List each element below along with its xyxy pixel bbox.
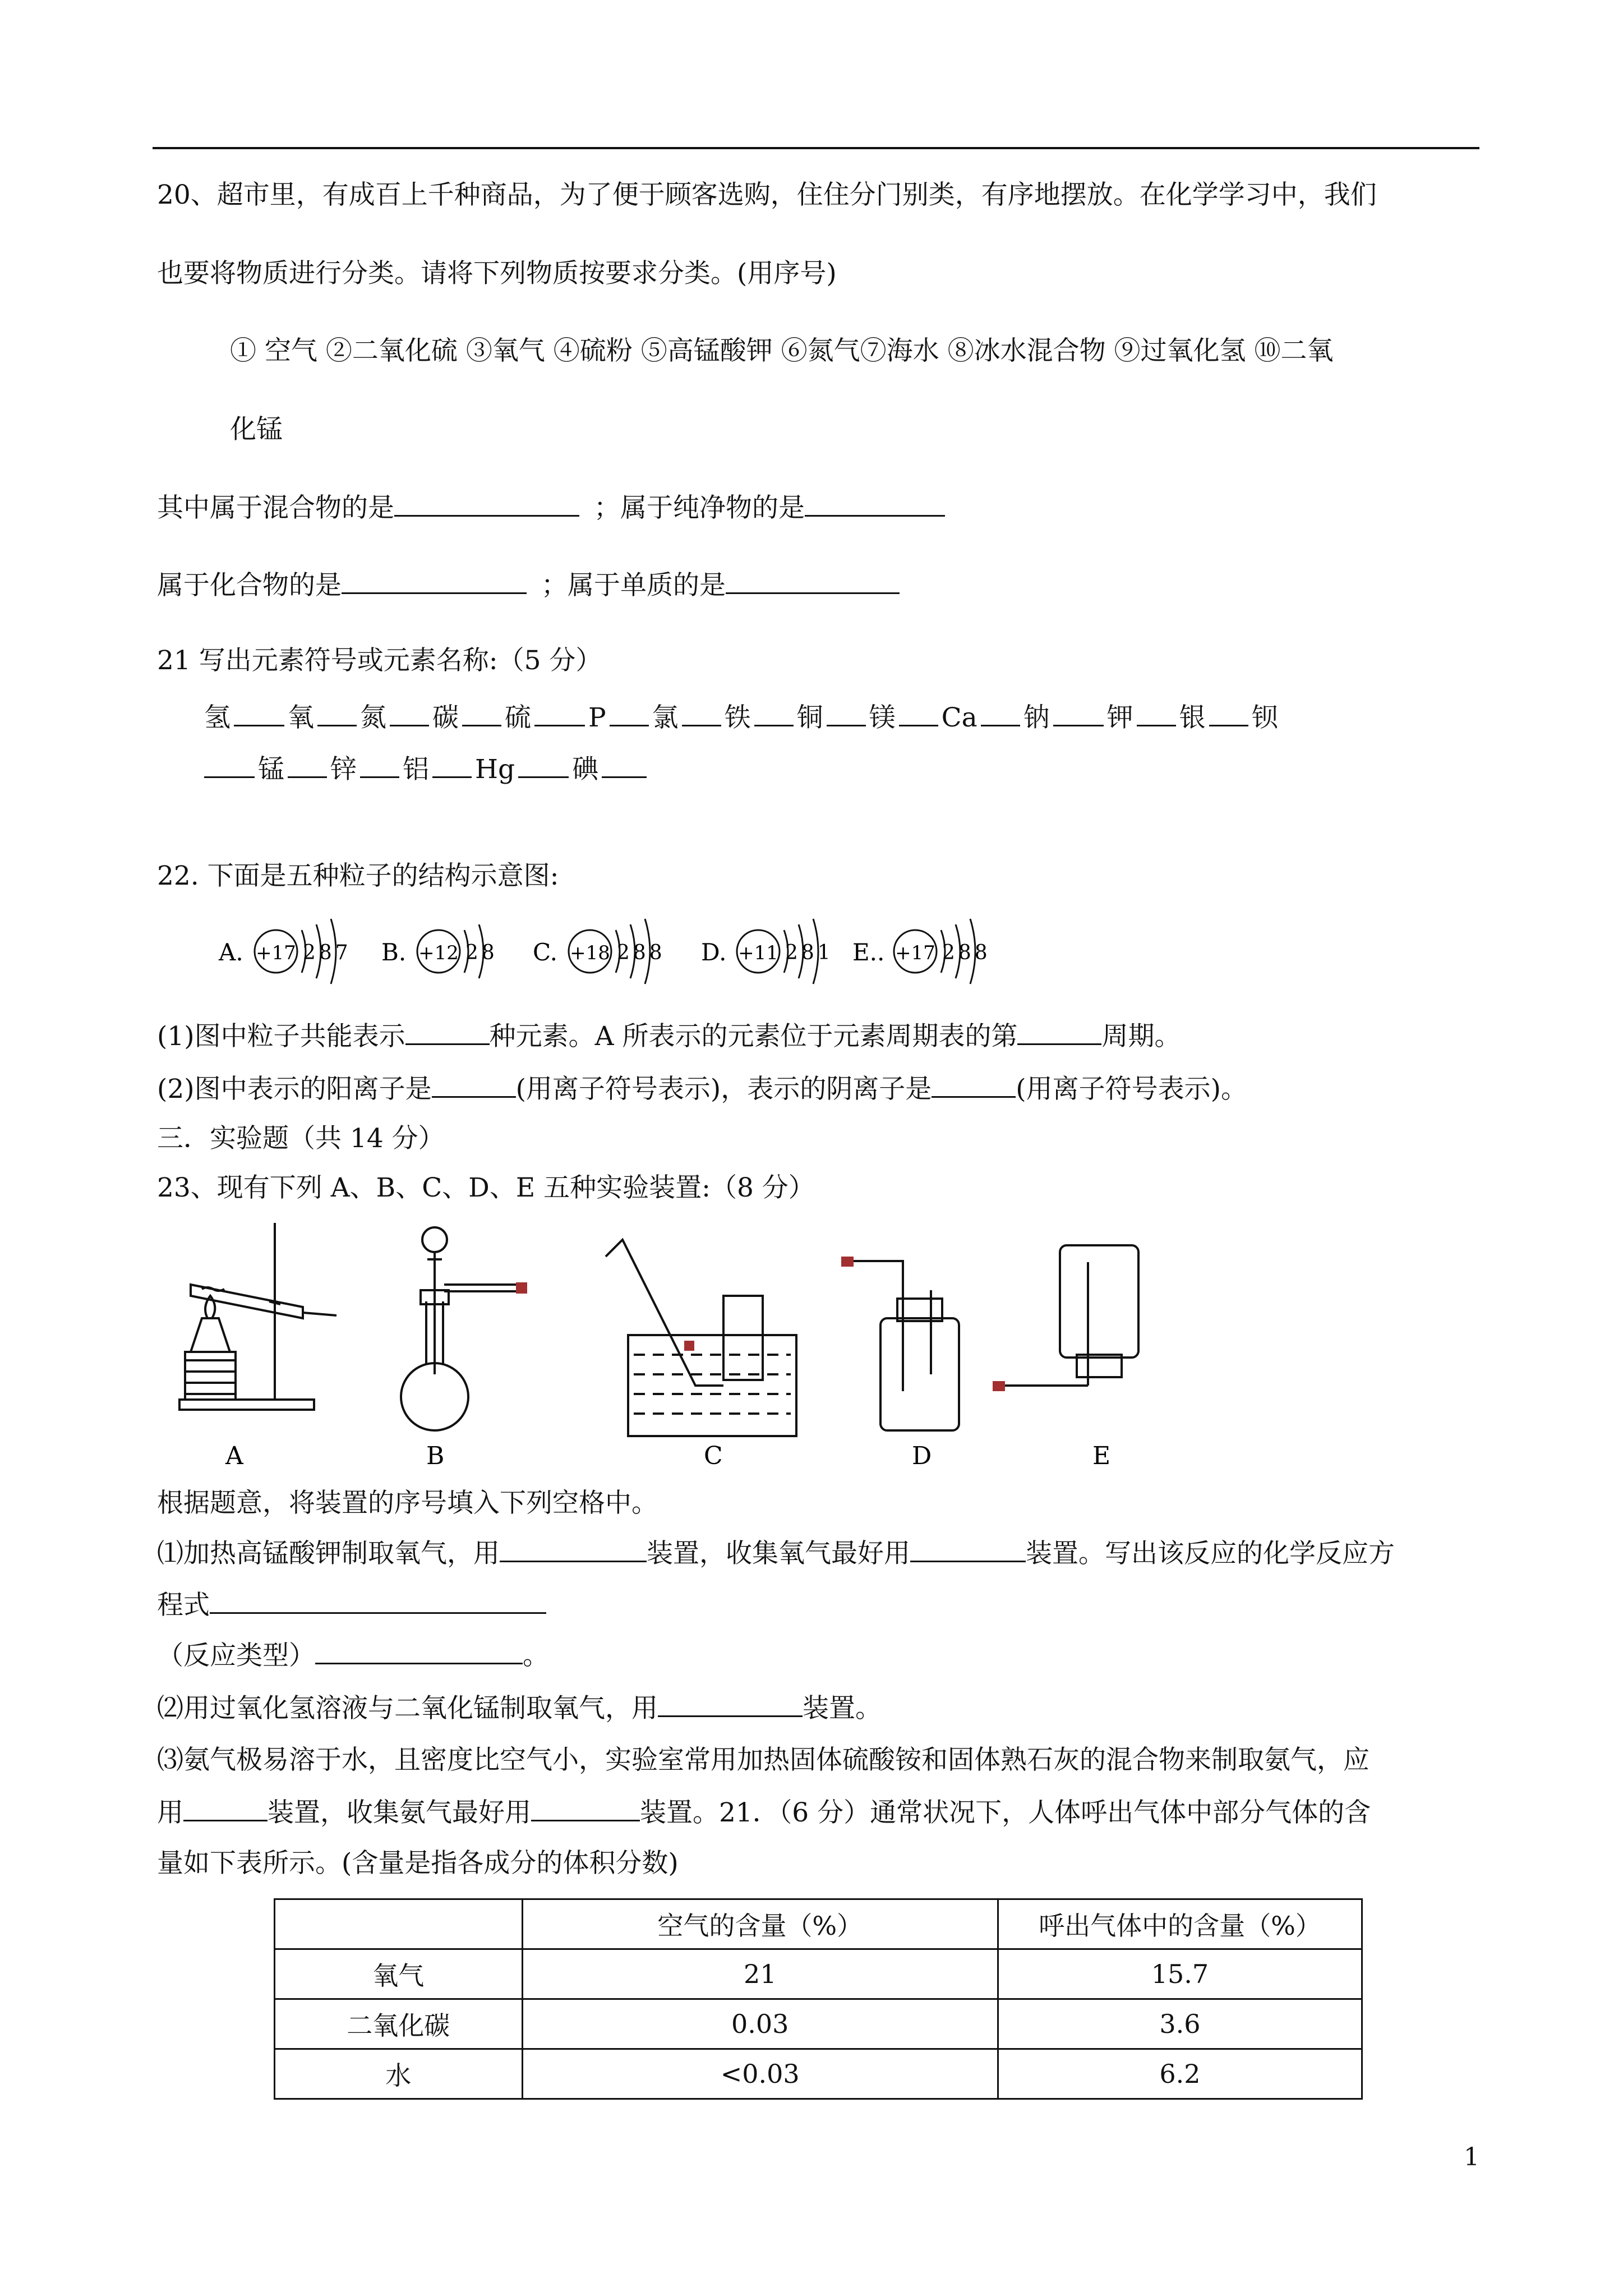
q23-p1-text-c: 装置。写出该反应的化学反应方 [1026,1538,1395,1569]
period-blank[interactable] [1017,1019,1101,1045]
compound-blank[interactable] [342,568,527,594]
gas-content-table [274,1898,1363,2100]
q23-p3-text-b: 装置，收集氨气最好用 [268,1797,531,1828]
h2o2-apparatus-blank[interactable] [658,1691,803,1717]
q23-title: 23、现有下列 A、B、C、D、E 五种实验装置:（8 分） [157,1172,815,1203]
pure-label: ；属于纯净物的是 [594,493,805,523]
element-blank[interactable] [462,700,501,726]
element-item: 氧 [288,702,314,733]
q20-line1: 20、超市里，有成百上千种商品，为了便于顾客选购，住住分门别类，有序地摆放。在化学学习中，我们 [157,180,1377,210]
element-blank[interactable] [288,752,327,778]
q23-instruction: 根据题意，将装置的序号填入下列空格中。 [157,1488,658,1519]
electron-config: 288 [617,941,666,964]
mixture-blank[interactable] [394,490,579,517]
nucleus-charge: +11 [738,942,778,964]
element-blank[interactable] [234,700,284,726]
apparatus-label-a: A [225,1442,243,1470]
ammonia-apparatus-blank[interactable] [183,1795,268,1821]
q22-title: 22. 下面是五种粒子的结构示意图: [157,861,559,891]
q23-p1-text-a: ⑴加热高锰酸钾制取氧气，用 [157,1538,500,1569]
pure-blank[interactable] [805,490,945,517]
q22-part2-text-c: (用离子符号表示)。 [1016,1074,1247,1105]
particle-label: A. [219,938,243,966]
section3-title: 三．实验题（共 14 分） [157,1123,445,1154]
q23-part3-line2 [157,1795,1371,1830]
element-blank[interactable] [682,700,721,726]
element-count-blank[interactable] [405,1019,490,1045]
equation-blank[interactable] [210,1588,546,1614]
table-header-row [275,1899,1362,1949]
apparatus-label-c: C [704,1442,723,1470]
q22-part1-text-a: (1)图中粒子共能表示 [157,1021,405,1052]
element-blank[interactable] [827,700,866,726]
q23-part1-line3 [157,1638,549,1673]
q22-part2-text-a: (2)图中表示的阳离子是 [157,1074,432,1105]
element-blank[interactable] [390,700,429,726]
element-item: Ca [941,702,978,733]
particle-e [852,919,991,984]
element-blank[interactable] [981,700,1020,726]
q22-part2-text-b: (用离子符号表示)，表示的阴离子是 [515,1074,932,1105]
element-blank[interactable] [432,752,472,778]
element-blank[interactable] [754,700,794,726]
table-header-cell: 呼出气体中的含量（%） [998,1899,1362,1949]
table-cell: 21 [522,1949,998,1999]
q21-title: 21 写出元素符号或元素名称:（5 分） [157,645,602,676]
ammonia-collect-blank[interactable] [531,1795,640,1821]
electron-config: 287 [303,941,352,964]
apparatus-c [606,1240,796,1436]
element-blank[interactable] [534,700,585,726]
mixture-label: 其中属于混合物的是 [157,493,394,523]
element-blank[interactable] [1137,700,1176,726]
element-blank[interactable] [899,700,938,726]
q20-line2: 也要将物质进行分类。请将下列物质按要求分类。(用序号) [157,258,837,289]
c-rubber-tube [684,1341,694,1351]
q23-p3-text-a: 用 [157,1797,183,1828]
nucleus-charge: +12 [418,942,459,964]
element-item: 铜 [796,702,823,733]
apparatus-b [401,1227,516,1430]
table-cell: 0.03 [522,1999,998,2049]
q22-part2 [157,1071,1247,1106]
element-item: Hg [475,754,515,785]
q21-row2 [204,752,647,786]
element-blank[interactable] [610,700,649,726]
compound-label: 属于化合物的是 [157,570,342,601]
apparatus-d [841,1261,959,1430]
element-item: 氢 [204,702,230,733]
element-item: 银 [1179,702,1206,733]
element-blank[interactable] [518,752,569,778]
table-cell: <0.03 [522,2049,998,2099]
element-item: 氮 [360,702,386,733]
q23-p1-text-f: 。 [523,1640,549,1671]
q23-part1-line1 [157,1536,1395,1571]
element-item: 锰 [258,754,284,785]
element-item: 铁 [724,702,751,733]
nucleus-charge: +18 [570,942,610,964]
q23-p1-text-e: （反应类型） [157,1640,315,1671]
q23-part1-line2 [157,1588,546,1622]
table-row [275,1999,1362,2049]
apparatus-a [179,1223,336,1410]
apparatus-label-e: E [1092,1442,1111,1470]
reaction-type-blank[interactable] [315,1638,523,1664]
q22-part1-text-b: 种元素。A 所表示的元素位于元素周期表的第 [489,1021,1018,1052]
q23-part2 [157,1691,882,1726]
d-rubber-tube [841,1257,854,1267]
b-rubber-stopper [516,1282,527,1294]
q22-part1 [157,1019,1181,1053]
electron-config: 28 [465,941,498,964]
element-item: 钠 [1023,702,1050,733]
element-blank[interactable] [317,700,357,726]
q20-items-line2: 化锰 [230,414,283,445]
apparatus-label-d: D [912,1442,932,1470]
table-cell: 6.2 [998,2049,1362,2099]
q23-p3-text-c: 装置。21．（6 分）通常状况下，人体呼出气体中部分气体的含 [640,1797,1371,1828]
anion-blank[interactable] [932,1071,1016,1098]
table-row [275,2049,1362,2099]
q20-compound-row [157,568,900,602]
element-blank[interactable] [360,752,399,778]
particle-a [218,919,352,984]
q23-p2-text-b: 装置。 [803,1693,882,1724]
q22-part1-text-c: 周期。 [1101,1021,1181,1052]
table-row [275,1949,1362,1999]
kmno4-apparatus-blank[interactable] [500,1536,647,1562]
element-item: 碳 [432,702,459,733]
element-item: 镁 [869,702,896,733]
element-item: 铝 [403,754,429,785]
q21-row1 [204,700,1278,735]
element-blank[interactable] [602,752,647,778]
element-blank[interactable] [204,752,255,778]
e-rubber-tube [993,1381,1005,1391]
particle-label: B. [381,938,407,966]
element-item: 锌 [330,754,357,785]
nucleus-charge: +17 [256,942,296,964]
table-cell: 二氧化碳 [275,1999,523,2049]
element-item: 硫 [505,702,531,733]
nucleus-charge: +17 [895,942,935,964]
particle-label: E.. [852,938,885,966]
q23-part3-line3: 量如下表所示。(含量是指各成分的体积分数) [157,1848,679,1879]
page-number: 1 [1464,2143,1479,2171]
q20-mixture-row [157,490,945,525]
cation-blank[interactable] [432,1071,516,1098]
q23-p1-text-d: 程式 [157,1590,210,1621]
table-cell: 水 [275,2049,523,2099]
particle-label: C. [533,938,557,966]
electron-config: 288 [942,941,991,964]
table-header-cell: 空气的含量（%） [522,1899,998,1949]
apparatus-figure [168,1206,1290,1475]
table-cell: 3.6 [998,1999,1362,2049]
element-item: 氯 [652,702,679,733]
element-blank[interactable] [726,568,900,594]
particle-diagrams [213,909,998,987]
element-item: 钡 [1251,702,1278,733]
apparatus-e [998,1245,1138,1386]
element-blank[interactable] [1053,700,1104,726]
q23-p2-text-a: ⑵用过氧化氢溶液与二氧化锰制取氧气，用 [157,1693,658,1724]
particle-d [701,919,834,984]
q20-items-line1: ① 空气 ②二氧化硫 ③氧气 ④硫粉 ⑤高锰酸钾 ⑥氮气⑦海水 ⑧冰水混合物 ⑨过氧化氢 ⑩二氧 [230,335,1334,366]
element-item: 碘 [572,754,599,785]
element-item: 钾 [1106,702,1133,733]
particle-label: D. [701,938,727,966]
table-cell: 15.7 [998,1949,1362,1999]
element-blank[interactable] [1209,700,1248,726]
table-header-cell [275,1899,523,1949]
element-label: ；属于单质的是 [541,570,726,601]
q23-p1-text-b: 装置，收集氧气最好用 [647,1538,910,1569]
particle-b [381,924,498,978]
electron-config: 281 [785,941,834,964]
table-cell: 氧气 [275,1949,523,1999]
apparatus-label-b: B [426,1442,445,1470]
particle-c [533,919,666,984]
element-item: P [588,702,606,733]
oxygen-collect-blank[interactable] [910,1536,1026,1562]
q23-part3-line1: ⑶氨气极易溶于水，且密度比空气小，实验室常用加热固体硫酸铵和固体熟石灰的混合物来制取氨气，应 [157,1745,1370,1775]
header-rule [153,147,1479,149]
